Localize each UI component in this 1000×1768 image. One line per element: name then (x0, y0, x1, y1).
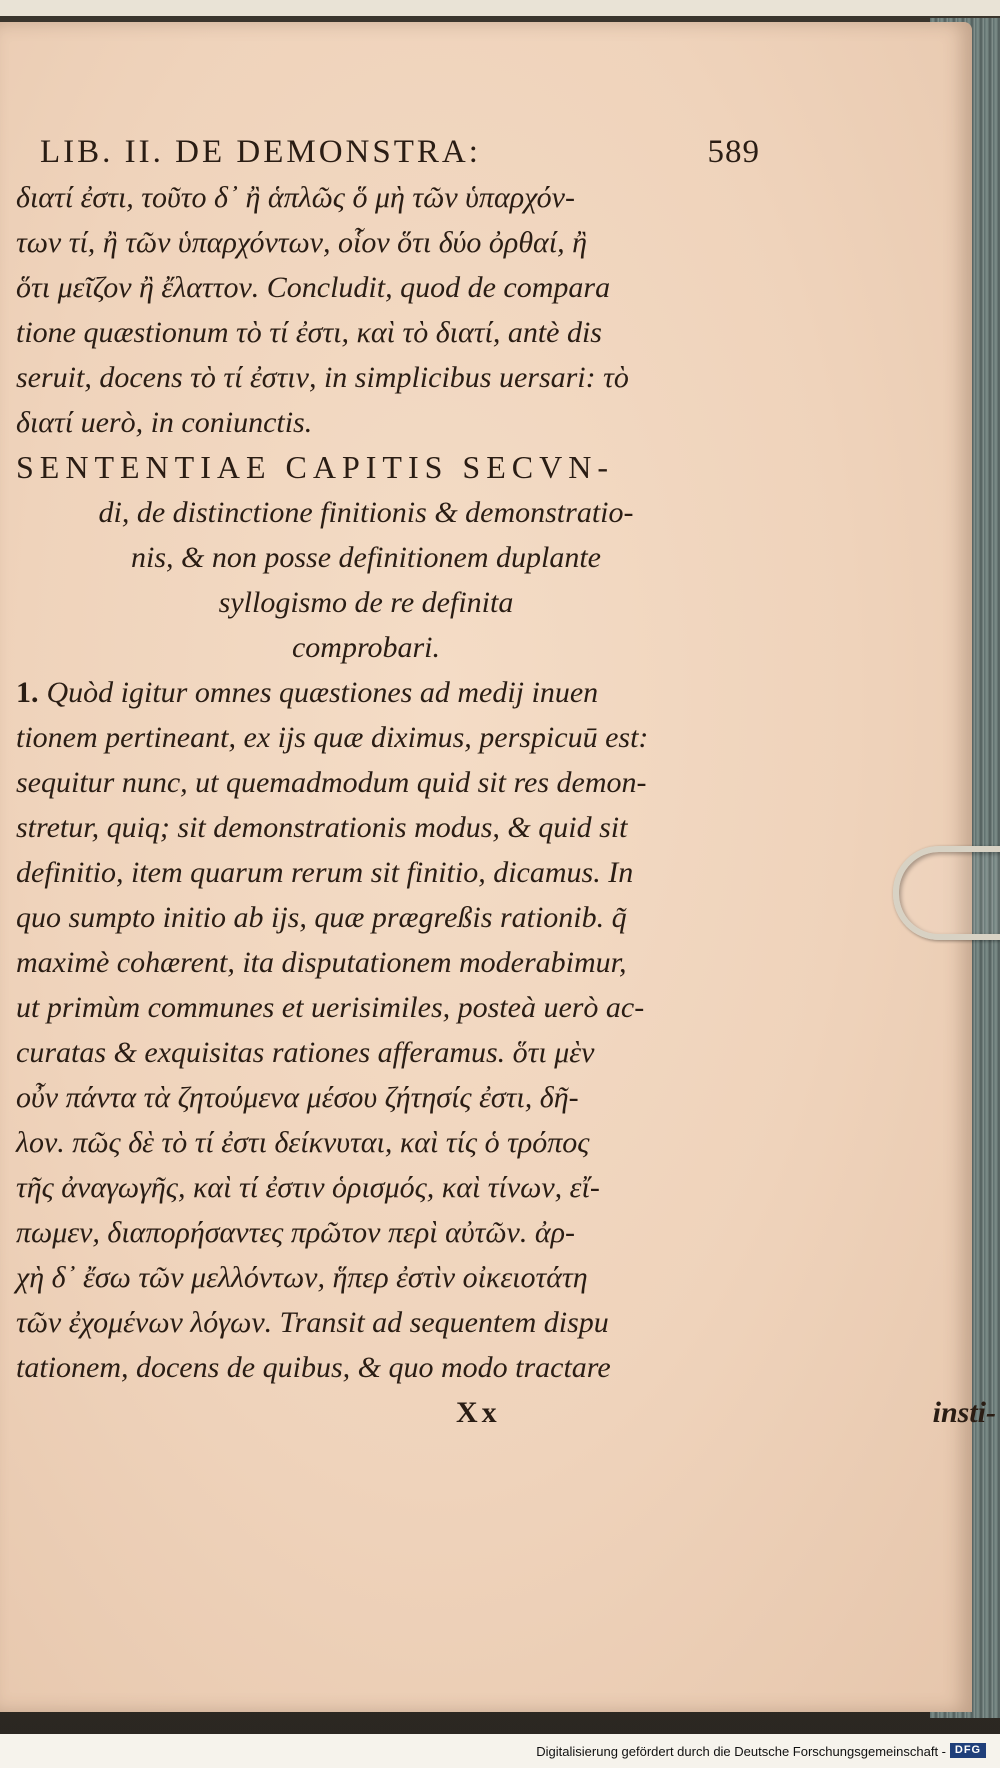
section-line: tationem, docens de quibus, & quo modo tractare (16, 1351, 611, 1384)
chapter-heading-line: nis, & non posse definitionem duplante (131, 541, 601, 574)
section-line: Quòd igitur omnes quæstiones ad medij inuen (46, 676, 599, 709)
text-line: διατί ἐστι, τοῦτο δ᾽ ἢ ἁπλῶς ὅ μὴ τῶν ὑπαρχόν- (16, 181, 575, 214)
digitization-footer (0, 1734, 1000, 1768)
text-line: seruit, docens τὸ τί ἐστιν, in simplicibus uersari: τὸ (16, 361, 629, 394)
book-page (0, 22, 996, 1712)
text-line: ὅτι μεῖζον ἢ ἔλαττον. Concludit, quod de compara (16, 271, 611, 304)
chapter-heading-line: comprobari. (291, 631, 441, 664)
section-line: λον. πῶς δὲ τὸ τί ἐστι δείκνυται, καὶ τίς ὁ τρόπος (16, 1126, 590, 1159)
page-text (16, 130, 996, 1435)
section-line: τῆς ἀναγωγῆς, καὶ τί ἐστιν ὁρισμός, καὶ τίνων, εἴ- (16, 1171, 600, 1204)
chapter-heading: SENTENTIAE CAPITIS SECVN- (16, 449, 614, 485)
section-line: πωμεν, διαπορήσαντες πρῶτον περὶ αὐτῶν. ἀρ- (16, 1216, 575, 1249)
chapter-heading-line: syllogismo de re definita (218, 586, 514, 619)
page-number: 589 (707, 134, 760, 170)
section-line: χὴ δ᾽ ἔσω τῶν μελλόντων, ἥπερ ἐστὶν οἰκειοτάτη (16, 1261, 588, 1294)
running-head (16, 130, 760, 175)
section-line: ut primùm communes et uerisimiles, posteà uerò ac- (16, 991, 645, 1024)
section-line: τῶν ἐχομένων λόγων. Transit ad sequentem dispu (16, 1306, 609, 1339)
section-line: definitio, item quarum rerum sit finitio, dicamus. In (16, 856, 634, 889)
section-line: tionem pertineant, ex ijs quæ diximus, perspicuū est: (16, 721, 649, 754)
section-line: stretur, quiq; sit demonstrationis modus, & quid sit (16, 811, 628, 844)
running-head-title: LIB. II. DE DEMONSTRA: (40, 134, 481, 170)
text-line: tione quæstionum τὸ τί ἐστι, καὶ τὸ διατί, antè dis (16, 316, 602, 349)
chapter-heading-line: di, de distinctione finitionis & demonstratio- (98, 496, 634, 529)
section-line: οὖν πάντα τὰ ζητούμενα μέσου ζήτησίς ἐστι, δῆ- (16, 1081, 579, 1114)
text-line: των τί, ἢ τῶν ὑπαρχόντων, οἷον ὅτι δύο ὀρθαί, ἢ (16, 226, 588, 259)
section-line: curatas & exquisitas rationes afferamus. ὅτι μὲν (16, 1036, 595, 1069)
section-number: 1. (16, 676, 39, 709)
dfg-logo-icon: DFG (950, 1743, 986, 1758)
text-line: διατί uerò, in coniunctis. (16, 406, 313, 439)
book-clamp (893, 846, 1000, 940)
signature-mark: Xx (456, 1396, 501, 1429)
funding-credit: Digitalisierung gefördert durch die Deutsche Forschungsgemeinschaft - (536, 1744, 946, 1759)
section-first-line (16, 670, 756, 715)
catchword: insti- (932, 1396, 996, 1429)
section-line: maximè cohærent, ita disputationem moderabimur, (16, 946, 627, 979)
section-line: sequitur nunc, ut quemadmodum quid sit res demon- (16, 766, 647, 799)
catchline (456, 1390, 996, 1435)
scan-top-margin (0, 0, 1000, 16)
section-line: quo sumpto initio ab ijs, quæ prægreßis rationib. q̃ (16, 901, 627, 934)
